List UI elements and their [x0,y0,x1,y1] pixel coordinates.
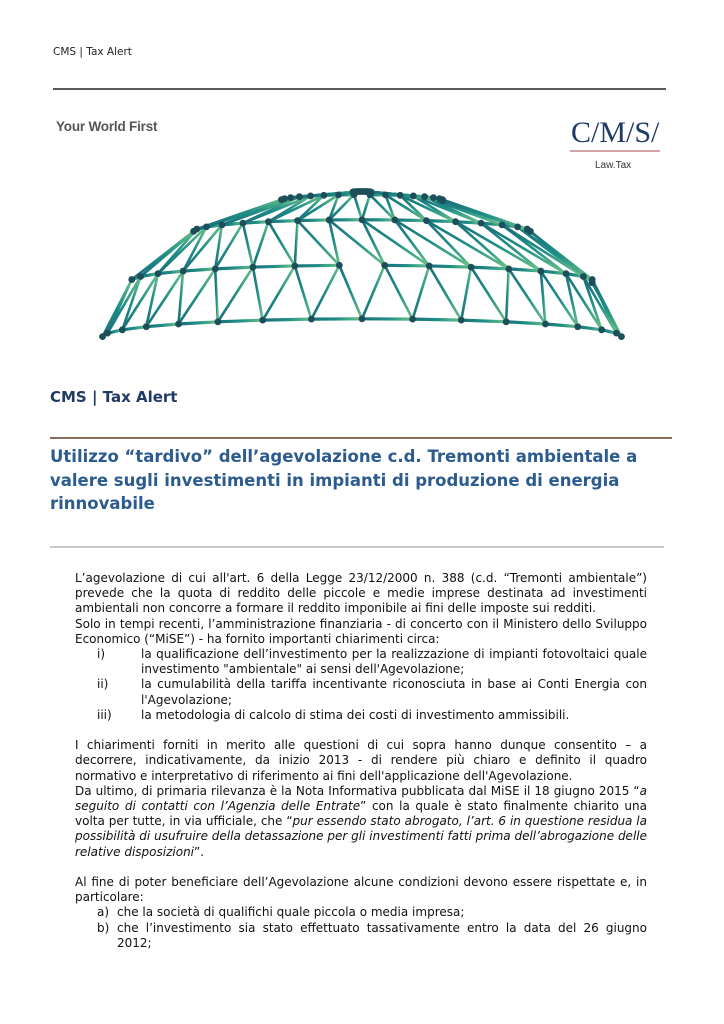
paragraph: Solo in tempi recenti, l’amministrazione finanziaria - di concerto con il Ministero dello Sviluppo Economico (“MiSE”) - ha fornito importanti chiarimenti circa: [75,616,647,646]
spacer [75,860,647,875]
list-item-text: che la società di qualifichi quale piccola o media impresa; [117,905,465,920]
list-marker: a) [97,905,110,920]
cms-logo [568,110,664,172]
text-run: ” con la quale è stato finalmente chiarito una volta per tutte, in via ufficiale, che “ [75,799,647,829]
list-marker: b) [97,920,110,935]
quote-italic: pur essendo stato abrogato, l’art. 6 in questione residua la possibilità di usufruire della detassazione per gli investimenti fatti prima dell’abrogazione delle relative disposizioni [75,814,647,859]
alpha-list [75,905,647,951]
list-item-text: che l’investimento sia stato effettuato tassativamente entro la data del 26 giugno 2012; [117,920,647,950]
list-item [75,921,647,951]
roman-list [75,647,647,723]
list-item [75,905,647,920]
text-run: Da ultimo, di primaria rilevanza è la Nota Informativa pubblicata dal MiSE il 18 giugno 2015 “ [75,783,640,798]
logo-brand: C/M/S/ [571,116,660,149]
paragraph: L’agevolazione di cui all'art. 6 della Legge 23/12/2000 n. 388 (c.d. “Tremonti ambientale”) prevede che la quota di reddito delle piccole e medie imprese destinata ad investimenti ambientali non concorre a formare il reddito imponibile ai fini delle imposte sui redditi. [75,571,647,616]
list-item [75,708,647,723]
list-item-text: la cumulabilità della tariffa incentivante riconosciuta in base ai Conti Energia con l'Agevolazione; [141,677,647,707]
list-item-text: la qualificazione dell’investimento per la realizzazione di impianti fotovoltaici quale investimento "ambientale" ai sensi dell'Agevolazione; [141,647,647,677]
paragraph: I chiarimenti forniti in merito alle questioni di cui sopra hanno dunque consentito – a decorrere, indicativamente, da inizio 2013 - di rendere più chiaro e definito il quadro normativo e interpretativo di riferimento ai fini dell'applicazione dell'Agevolazione. [75,738,647,783]
list-marker: ii) [97,677,109,692]
section-label: CMS | Tax Alert [50,388,178,406]
paragraph [75,784,647,860]
title-divider-top [50,437,672,439]
list-item [75,647,647,677]
quote-italic: a seguito di contatti con l’Agenzia delle Entrate [75,783,647,814]
list-marker: i) [97,647,106,662]
header-divider [53,88,666,90]
text-run: ”. [194,844,205,859]
list-item-text: la metodologia di calcolo di stima dei costi di investimento ammissibili. [141,707,570,722]
document-body [75,571,647,951]
list-item [75,677,647,707]
spacer [75,723,647,738]
paragraph: Al fine di poter beneficiare dell’Agevolazione alcune condizioni devono essere rispettate e, in particolare: [75,875,647,905]
logo-subtitle: Law.Tax [595,160,632,171]
tagline: Your World First [56,119,158,134]
running-header: CMS | Tax Alert [53,46,132,58]
list-marker: iii) [97,707,112,722]
title-divider-bottom [50,546,664,548]
document-title: Utilizzo “tardivo” dell’agevolazione c.d. Tremonti ambientale a valere sugli investimenti in impianti di produzione di energia rinnovabile [50,447,638,513]
geodesic-dome-image [90,185,634,340]
